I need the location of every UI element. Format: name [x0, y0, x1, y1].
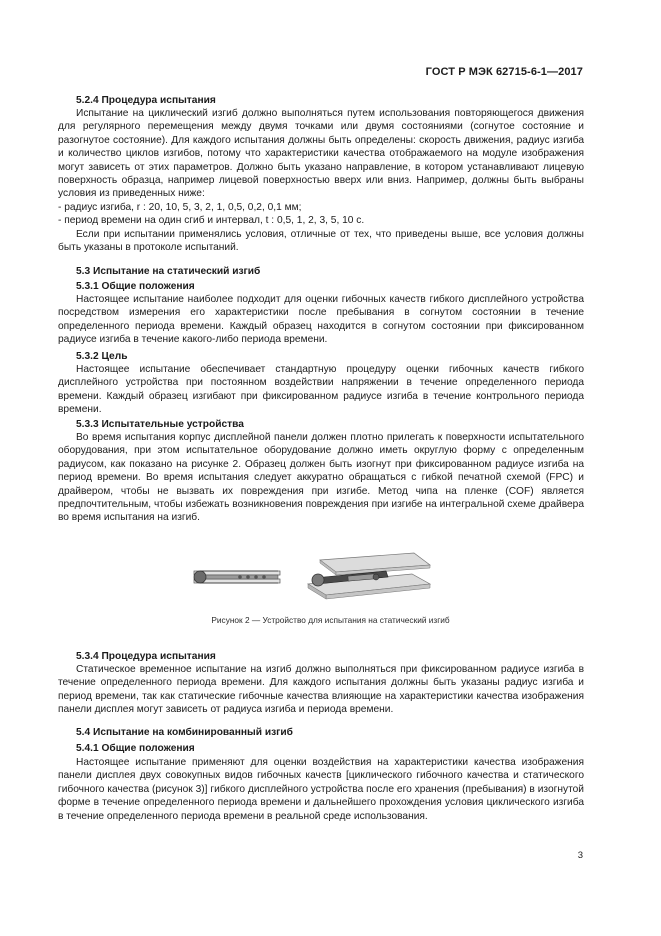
section-5-3-1-body: [58, 293, 584, 347]
figure-caption: Рисунок 2 — Устройство для испытания на статический изгиб: [211, 615, 450, 625]
static-bend-device-figure: [180, 550, 440, 602]
section-5-2-4-body: [58, 107, 584, 254]
heading-5-4: 5.4 Испытание на комбинированный изгиб: [76, 727, 293, 738]
heading-5-3-4: 5.3.4 Процедура испытания: [76, 651, 216, 662]
page-number: 3: [577, 850, 583, 861]
heading-5-3: 5.3 Испытание на статический изгиб: [76, 266, 261, 277]
small-bend-fixture: [194, 571, 280, 583]
list-item: - радиус изгиба, r : 20, 10, 5, 3, 2, 1, 0,5, 0,2, 0,1 мм;: [58, 201, 302, 213]
paragraph: Испытание на циклический изгиб должно выполняться путем использования повторяющегося движения для регулярного перемещения между двумя точками или двумя состояниями (согнутое состояние и разогнутое состояние). Для каждого испытания должны быть определены: скорость движения, радиус изгиба и количество циклов изгибов, потому что характеристики качества отображаемого на модуле изображения могут зависеть от этих параметров. Должно быть указано направление, в котором устанавливают лицевую поверхность образца, например лицевой поверхностью вверх или вниз. Например, должны быть выбраны условия из приведенных ниже:: [58, 108, 584, 200]
paragraph: Настоящее испытание обеспечивает стандартную процедуру оценки гибочных качеств гибкого дисплейного устройства при постоянном воздействии напряжении в течение определенного периода времени. Каждый образец изгибают при фиксированном радиусе изгиба в течение контрольного периода времени.: [58, 364, 584, 416]
section-5-3-2-body: [58, 363, 584, 417]
heading-5-3-3: 5.3.3 Испытательные устройства: [76, 419, 244, 430]
large-bend-fixture: [308, 553, 430, 599]
heading-5-3-1: 5.3.1 Общие положения: [76, 281, 195, 292]
heading-5-2-4: 5.2.4 Процедура испытания: [76, 95, 216, 106]
paragraph: Статическое временное испытание на изгиб должно выполняться при фиксированном радиусе изгиба в течение определенного периода времени. Для каждого испытания должны быть указаны радиус изгиба и период времени, так как статические гибочные качества влияющие на характеристики качества изображения панели дисплея могут зависеть от радиуса изгиба и периода времени.: [58, 664, 584, 716]
list-item: - период времени на один сгиб и интервал, t : 0,5, 1, 2, 3, 5, 10 с.: [58, 215, 365, 227]
paragraph: Если при испытании применялись условия, отличные от тех, что приведены выше, все условия должны быть указаны в протоколе испытаний.: [58, 228, 584, 254]
paragraph: Настоящее испытание наиболее подходит для оценки гибочных качеств гибкого дисплейного устройства посредством измерения его характеристики после пребывания в согнутом состоянии в течение определенного периода времени. Каждый образец находится в согнутом состоянии при фиксированном радиусе изгиба в течение какого-либо периода времени.: [58, 294, 584, 346]
paragraph: Во время испытания корпус дисплейной панели должен плотно прилегать к поверхности испытательного оборудования, при этом испытательное оборудование должно иметь округлую форму с определенным радиусом, как показано на рисунке 2. Образец должен быть изогнут при фиксированном радиусе изгиба на период времени. Во время испытания следует аккуратно обращаться с гибкой печатной схемой (FPC) и драйвером, чтобы не вызвать их повреждения при изгибе. Метод чипа на пленке (COF) является предпочтительным, чтобы избежать возникновения повреждения при изгибе на интегральной схеме драйвера во время испытания на изгиб.: [58, 432, 584, 524]
heading-5-4-1: 5.4.1 Общие положения: [76, 743, 195, 754]
section-5-3-4-body: [58, 663, 584, 717]
section-5-4-1-body: [58, 756, 584, 823]
section-5-3-3-body: [58, 431, 584, 525]
standard-header: ГОСТ Р МЭК 62715-6-1—2017: [425, 66, 583, 78]
paragraph: Настоящее испытание применяют для оценки воздействия на характеристики качества изображения панели дисплея двух совокупных видов гибочных качеств [циклического гибочного качества и статического гибочного качества (рисунок 3)] гибкого дисплейного устройства после его хранения (пребывания) в изогнутой форме в течение определенного периода времени и дальнейшего прохождения условия циклического изгиба в течение определенного периода времени в реальной среде использования.: [58, 757, 584, 822]
heading-5-3-2: 5.3.2 Цель: [76, 351, 128, 362]
